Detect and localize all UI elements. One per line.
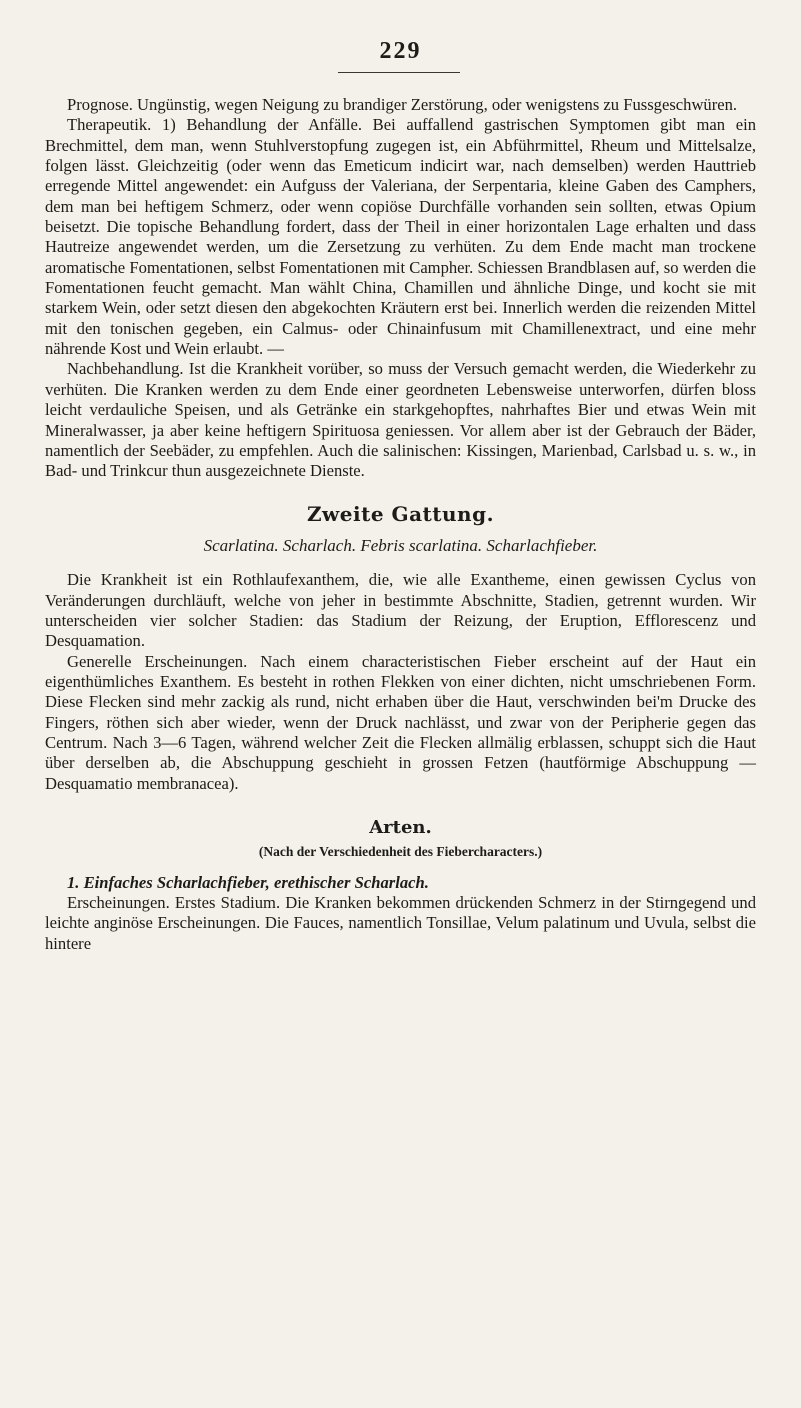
paragraph-intro: Die Krankheit ist ein Rothlaufexanthem, die, wie alle Exantheme, einen gewissen Cyclus von Veränderungen durchläuft, welche von jeher in bestimmte Abschnitte, Stadien, getrennt wurden. Wir unterscheiden vier solcher Stadien: das Stadium der Reizung, der Eruption, Efflorescenz und Desquamation.	[45, 570, 756, 651]
paragraph-nachbehandlung: Nachbehandlung. Ist die Krankheit vorüber, so muss der Versuch gemacht werden, die Wiederkehr zu verhüten. Die Kranken werden zu dem Ende einer geordneten Lebensweise unterworfen, dürfen bloss leicht verdauliche Speisen, und als Getränke ein starkgehopftes, nahrhaftes Bier und etwas Wein mit Mineralwasser, ja aber keine heftigern Spirituosa geniessen. Vor allem aber ist der Gebrauch der Bäder, namentlich der Seebäder, zu empfehlen. Auch die salinischen: Kissingen, Marienbad, Carlsbad u. s. w., in Bad- und Trinkcur thun ausgezeichnete Dienste.	[45, 359, 756, 481]
paragraph-therapeutik: Therapeutik. 1) Behandlung der Anfälle. Bei auffallend gastrischen Symptomen gibt man ein Brechmittel, dem man, wenn Stuhlverstopfung zugegen ist, ein Abführmittel, Rheum und Mittelsalze, folgen lässt. Gleichzeitig (oder wenn das Emeticum indicirt war, nach demselben) werden Hauttrieb erregende Mittel angewendet: ein Aufguss der Valeriana, der Serpentaria, kleine Gaben des Camphers, dem man bei heftigem Schmerz, oder wenn copiöse Durchfälle vorhanden sein sollten, etwas Opium beisetzt. Die topische Behandlung fordert, dass der Theil in einer horizontalen Lage erhalten und dass Hautreize angewendet werden, um die Zersetzung zu verhüten. Zu dem Ende macht man trockene aromatische Fomentationen, selbst Fomentationen mit Campher. Schiessen Brandblasen auf, so werden die Fomentationen feucht gemacht. Man wählt China, Chamillen und ähnliche Dinge, und kocht sie mit starkem Wein, oder setzt diesen den abgekochten Kräutern erst bei. Innerlich werden die reizenden Mittel mit den tonischen gegeben, ein Calmus- oder Chinainfusum mit Chamillenextract, und eine mehr nährende Kost und Wein erlaubt. —	[45, 115, 756, 359]
numbered-heading	[45, 873, 756, 893]
arten-heading: Arten.	[369, 817, 432, 838]
arten-note: (Nach der Verschiedenheit des Fiebercharacters.)	[258, 844, 543, 860]
paragraph-erscheinungen: Erscheinungen. Erstes Stadium. Die Kranken bekommen drückenden Schmerz in der Stirngegend und leichte anginöse Erscheinungen. Die Fauces, namentlich Tonsillae, Velum palatinum und Uvula, selbst die hintere	[45, 893, 756, 953]
section-heading: Zweite Gattung.	[306, 501, 495, 526]
page-number-rule	[338, 72, 460, 73]
paragraph-prognose: Prognose. Ungünstig, wegen Neigung zu brandiger Zerstörung, oder wenigstens zu Fussgeschwüren.	[67, 95, 738, 114]
page-number: 229	[379, 38, 422, 64]
numbered-heading-text: 1. Einfaches Scharlachfieber, erethischer Scharlach.	[67, 872, 429, 892]
section-subtitle: Scarlatina. Scharlach. Febris scarlatina. Scharlachfieber.	[203, 535, 598, 555]
paragraph-generelle: Generelle Erscheinungen. Nach einem characteristischen Fieber erscheint auf der Haut ein eigenthümliches Exanthem. Es besteht in rothen Flekken von einer dichten, nicht umschriebenen Form. Diese Flecken sind mehr zackig als rund, nicht erhaben über die Haut, verschwinden bei'm Drucke des Fingers, röthen sich aber wieder, wenn der Druck nachlässt, und zwar von der Peripherie gegen das Centrum. Nach 3—6 Tagen, während welcher Zeit die Flecken allmälig erblassen, schuppt sich die Haut über derselben ab, die Abschuppung geschieht in grossen Fetzen (hautförmige Abschuppung — Desquamatio membranacea).	[45, 651, 756, 793]
body-text	[45, 95, 756, 954]
